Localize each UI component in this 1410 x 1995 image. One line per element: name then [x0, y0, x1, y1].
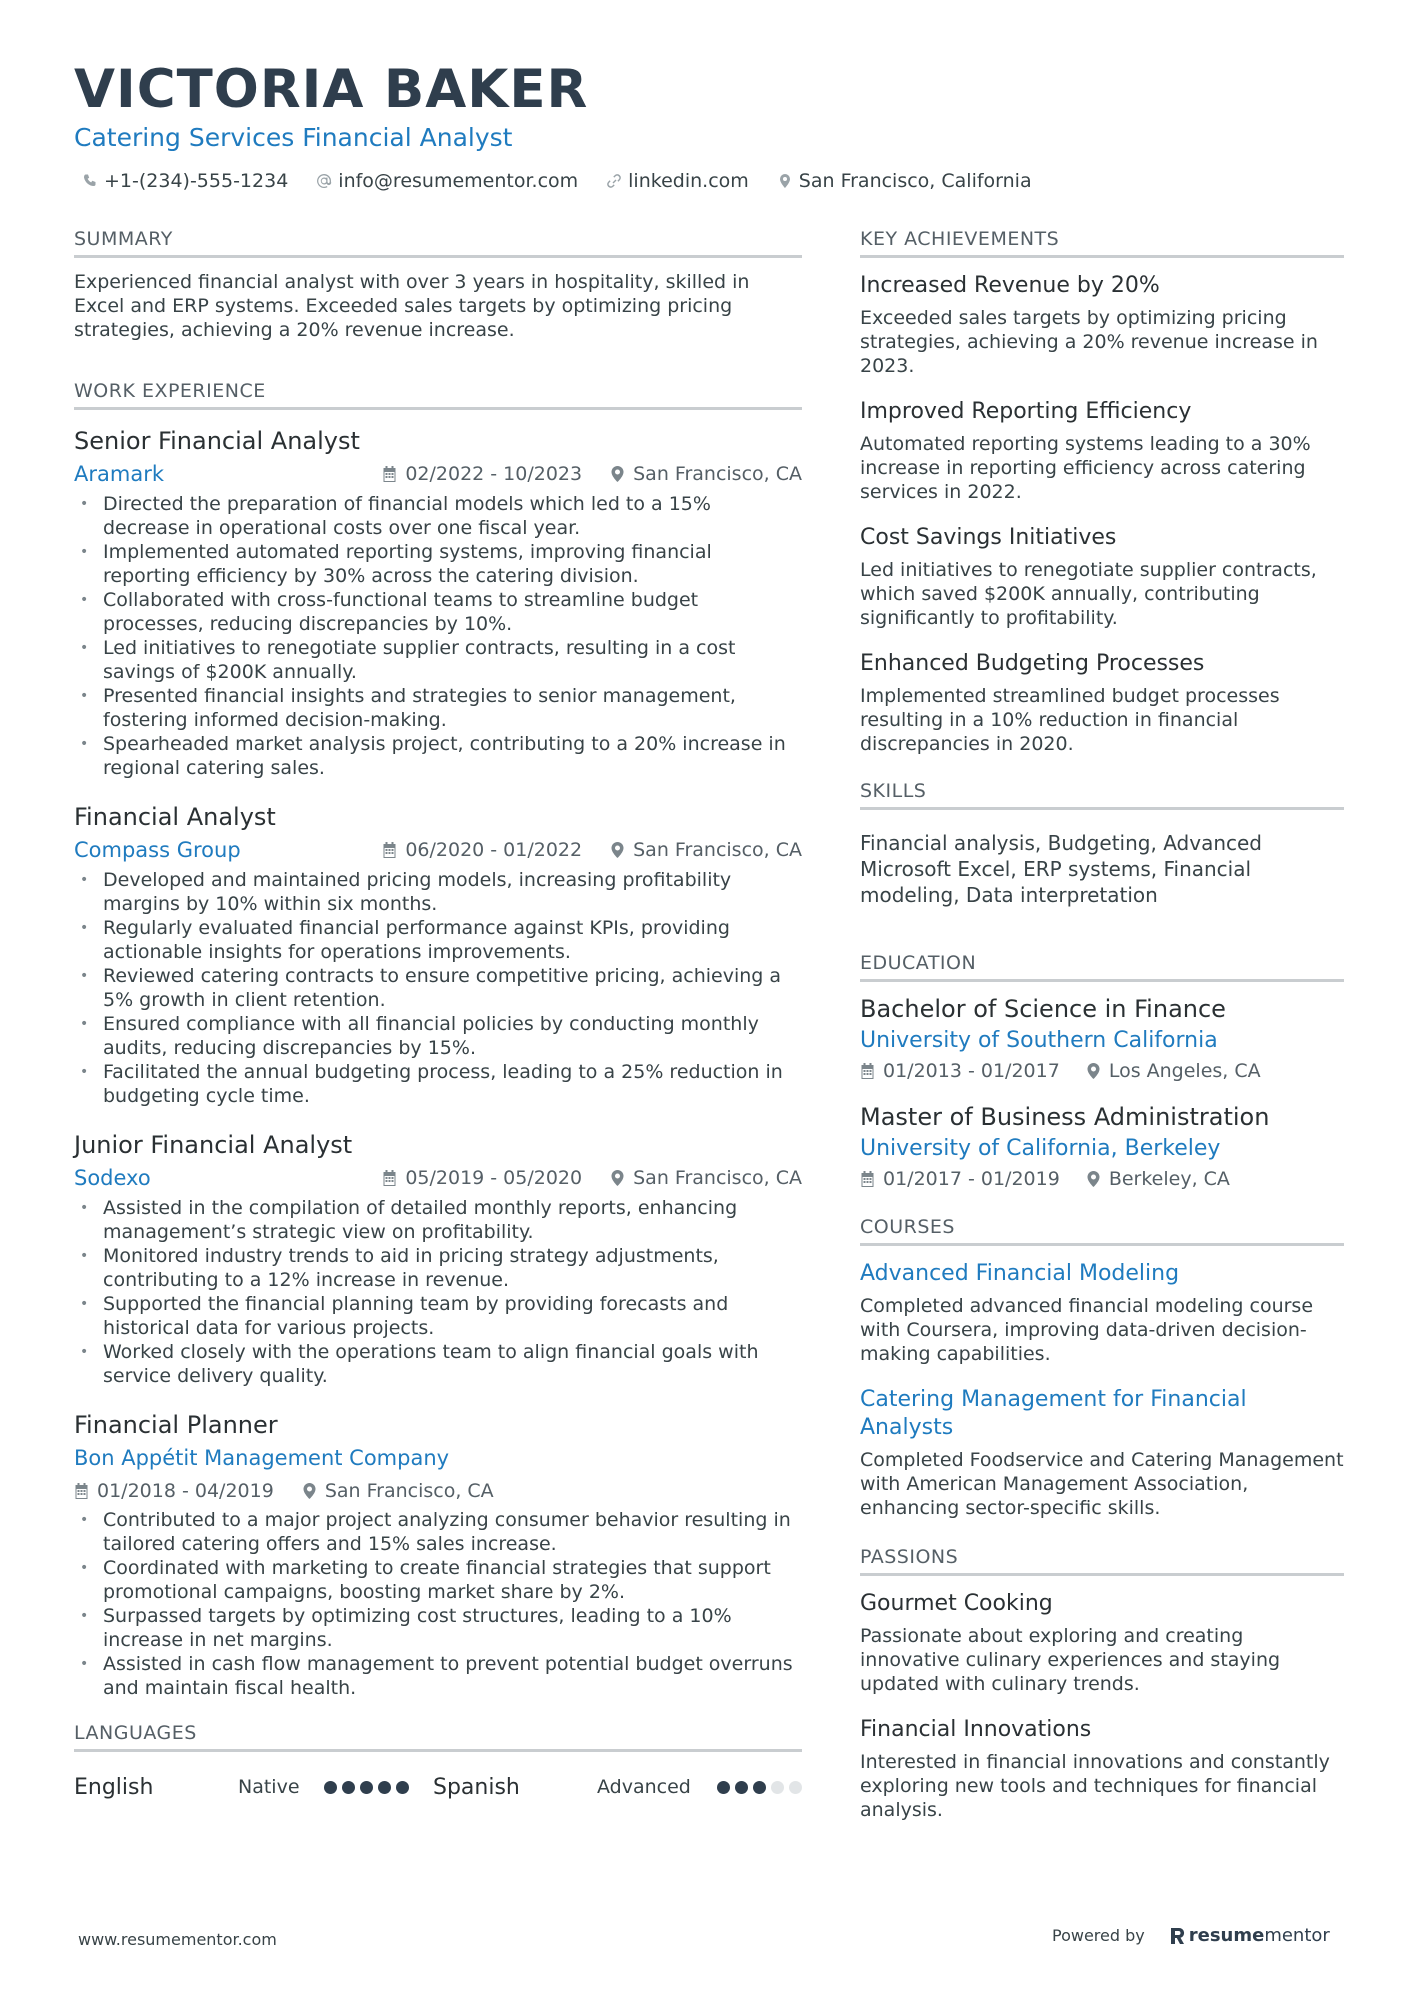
proficiency-dot-filled [378, 1781, 391, 1794]
job-bullet: • Directed the preparation of financial models which led to a 15% decrease in operational costs over one fiscal year. [74, 492, 802, 540]
education-section [860, 952, 1344, 1190]
summary-heading: SUMMARY [74, 228, 802, 258]
job-bullet: • Reviewed catering contracts to ensure competitive pricing, achieving a 5% growth in client retention. [74, 964, 802, 1012]
job-bullet: • Contributed to a major project analyzing consumer behavior resulting in tailored catering offers and 15% sales increase. [74, 1508, 802, 1556]
location-text: San Francisco, California [798, 170, 1032, 192]
skills-section [860, 780, 1344, 908]
achievements-section [860, 228, 1344, 756]
job-location-text: San Francisco, CA [633, 1167, 802, 1189]
right-column [860, 228, 1344, 1866]
map-pin-icon [610, 1170, 625, 1186]
calendar-icon [860, 1171, 875, 1187]
phone-icon [82, 173, 98, 189]
job-location [610, 463, 802, 485]
education-item [860, 1102, 1344, 1190]
education-location [1086, 1168, 1230, 1190]
job-dates [382, 463, 582, 485]
job-bullets [74, 1196, 802, 1388]
map-pin-icon [1086, 1171, 1101, 1187]
job-meta-right [74, 1478, 802, 1504]
calendar-icon [74, 1483, 89, 1499]
education-dates [860, 1060, 1060, 1082]
courses-heading: COURSES [860, 1216, 1344, 1246]
job-entry [74, 1410, 802, 1700]
language-dots [324, 1781, 409, 1794]
brand-rest: mentor [1264, 1925, 1330, 1946]
job-dates-text: 06/2020 - 01/2022 [405, 839, 583, 861]
calendar-icon [382, 1170, 397, 1186]
education-meta [860, 1168, 1344, 1190]
calendar-icon [860, 1063, 875, 1079]
contact-row [74, 170, 1334, 192]
education-location-text: Los Angeles, CA [1108, 1060, 1261, 1082]
passion-item [860, 1590, 1344, 1696]
contact-linkedin[interactable] [606, 170, 749, 192]
job-bullet: • Assisted in the compilation of detailed monthly reports, enhancing management’s strategic view on profitability. [74, 1196, 802, 1244]
job-company: Compass Group [74, 838, 241, 862]
brand-bold: resume [1188, 1925, 1265, 1946]
job-bullet: • Presented financial insights and strategies to senior management, fostering informed decision-making. [74, 684, 802, 732]
job-meta-right [382, 839, 802, 861]
language-name: Spanish [433, 1774, 520, 1800]
job-bullet: • Developed and maintained pricing models, increasing profitability margins by 10% within six months. [74, 868, 802, 916]
linkedin-text: linkedin.com [628, 170, 749, 192]
job-dates-text: 05/2019 - 05/2020 [405, 1167, 583, 1189]
languages-heading: LANGUAGES [74, 1722, 802, 1752]
proficiency-dot-filled [753, 1781, 766, 1794]
job-location [610, 839, 802, 861]
passions-heading: PASSIONS [860, 1546, 1344, 1576]
job-dates [382, 839, 582, 861]
experience-section [74, 380, 802, 1700]
achievement-title: Increased Revenue by 20% [860, 273, 1160, 298]
job-bullet: • Monitored industry trends to aid in pricing strategy adjustments, contributing to a 12% increase in revenue. [74, 1244, 802, 1292]
job-title: Financial Analyst [74, 803, 276, 831]
proficiency-dot-filled [324, 1781, 337, 1794]
link-icon [606, 173, 622, 189]
language-level: Advanced [597, 1776, 691, 1798]
achievement-item [860, 650, 1344, 756]
job-location-text: San Francisco, CA [633, 463, 802, 485]
passion-item [860, 1716, 1344, 1822]
achievement-item [860, 524, 1344, 630]
job-dates-text: 01/2018 - 04/2019 [97, 1480, 274, 1502]
achievement-text: Implemented streamlined budget processes resulting in a 10% reduction in financial discrepancies in 2020. [860, 685, 1280, 755]
job-title: Financial Planner [74, 1411, 278, 1439]
job-bullet: • Ensured compliance with all financial policies by conducting monthly audits, reducing discrepancies by 15%. [74, 1012, 802, 1060]
job-location-text: San Francisco, CA [324, 1480, 494, 1502]
achievement-item [860, 398, 1344, 504]
job-bullet: • Supported the financial planning team by providing forecasts and historical data for various projects. [74, 1292, 802, 1340]
resume-header [74, 60, 1334, 192]
job-bullet: • Implemented automated reporting systems, improving financial reporting efficiency by 30% across the catering division. [74, 540, 802, 588]
education-degree: Master of Business Administration [860, 1103, 1270, 1131]
calendar-icon [382, 466, 397, 482]
candidate-role: Catering Services Financial Analyst [74, 123, 513, 152]
job-dates [74, 1480, 274, 1502]
passion-title: Gourmet Cooking [860, 1591, 1053, 1616]
passion-text: Passionate about exploring and creating innovative culinary experiences and staying updated with culinary trends. [860, 1625, 1281, 1695]
job-company: Aramark [74, 462, 164, 486]
languages-section [74, 1722, 802, 1804]
job-bullet: • Surpassed targets by optimizing cost structures, leading to a 10% increase in net margins. [74, 1604, 802, 1652]
skills-text: Financial analysis, Budgeting, Advanced Microsoft Excel, ERP systems, Financial modeling, Data interpretation [860, 831, 1262, 907]
footer-brand-area [1052, 1925, 1330, 1946]
achievement-text: Led initiatives to renegotiate supplier contracts, which saved $200K annually, contributing significantly to profitability. [860, 559, 1317, 629]
course-title: Advanced Financial Modeling [860, 1261, 1180, 1286]
achievements-heading: KEY ACHIEVEMENTS [860, 228, 1344, 258]
job-bullet: • Spearheaded market analysis project, contributing to a 20% increase in regional catering sales. [74, 732, 802, 780]
job-location-text: San Francisco, CA [633, 839, 802, 861]
education-meta [860, 1060, 1344, 1082]
job-location [302, 1480, 494, 1502]
course-title: Catering Management for Financial Analysts [860, 1387, 1247, 1440]
job-meta-right [382, 1167, 802, 1189]
job-meta [74, 1164, 802, 1192]
job-dates [382, 1167, 582, 1189]
proficiency-dot-empty [771, 1781, 784, 1794]
candidate-name: VICTORIA BAKER [74, 59, 589, 120]
skills-heading: SKILLS [860, 780, 1344, 810]
job-bullet: • Led initiatives to renegotiate supplier contracts, resulting in a cost savings of $200K annually. [74, 636, 802, 684]
job-bullet: • Collaborated with cross-functional teams to streamline budget processes, reducing discrepancies by 10%. [74, 588, 802, 636]
passions-section [860, 1546, 1344, 1822]
calendar-icon [382, 842, 397, 858]
education-school: University of California, Berkeley [860, 1136, 1221, 1161]
course-text: Completed advanced financial modeling course with Coursera, improving data-driven decision-making capabilities. [860, 1295, 1314, 1365]
education-item [860, 994, 1344, 1082]
passion-title: Financial Innovations [860, 1717, 1092, 1742]
education-heading: EDUCATION [860, 952, 1344, 982]
job-meta [74, 836, 802, 864]
summary-section [74, 228, 802, 342]
job-company: Sodexo [74, 1166, 151, 1190]
job-bullet: • Facilitated the annual budgeting process, leading to a 25% reduction in budgeting cycle time. [74, 1060, 802, 1108]
resumementor-logo-icon [1169, 1927, 1185, 1945]
at-icon [316, 173, 332, 189]
proficiency-dot-empty [789, 1781, 802, 1794]
job-location [610, 1167, 802, 1189]
proficiency-dot-filled [717, 1781, 730, 1794]
job-bullet: • Assisted in cash flow management to prevent potential budget overruns and maintain fiscal health. [74, 1652, 802, 1700]
language-item [433, 1775, 802, 1800]
achievement-text: Exceeded sales targets by optimizing pricing strategies, achieving a 20% revenue increase in 2023. [860, 307, 1318, 377]
achievement-text: Automated reporting systems leading to a 30% increase in reporting efficiency across catering services in 2022. [860, 433, 1311, 503]
job-bullet: • Coordinated with marketing to create financial strategies that support promotional campaigns, boosting market share by 2%. [74, 1556, 802, 1604]
contact-location [777, 170, 1032, 192]
job-dates-text: 02/2022 - 10/2023 [405, 463, 583, 485]
achievement-item [860, 272, 1344, 378]
contact-email[interactable] [316, 170, 578, 192]
proficiency-dot-filled [360, 1781, 373, 1794]
education-location [1086, 1060, 1261, 1082]
course-item [860, 1260, 1344, 1366]
education-dates [860, 1168, 1060, 1190]
courses-section [860, 1216, 1344, 1520]
map-pin-icon [777, 173, 793, 189]
job-entry [74, 426, 802, 780]
job-bullets [74, 868, 802, 1108]
job-title: Junior Financial Analyst [74, 1131, 353, 1159]
brand-logo[interactable] [1169, 1925, 1330, 1946]
job-bullet: • Worked closely with the operations team to align financial goals with service delivery quality. [74, 1340, 802, 1388]
job-entry [74, 802, 802, 1108]
phone-text: +1-(234)-555-1234 [104, 170, 289, 192]
map-pin-icon [1086, 1063, 1101, 1079]
proficiency-dot-filled [735, 1781, 748, 1794]
job-entry [74, 1130, 802, 1388]
course-text: Completed Foodservice and Catering Management with American Management Association, enhancing sector-specific skills. [860, 1449, 1344, 1519]
achievement-title: Enhanced Budgeting Processes [860, 651, 1205, 676]
job-title: Senior Financial Analyst [74, 427, 360, 455]
job-bullets [74, 492, 802, 780]
map-pin-icon [610, 466, 625, 482]
course-item [860, 1386, 1344, 1520]
languages-row [74, 1764, 802, 1804]
education-dates-text: 01/2017 - 01/2019 [883, 1168, 1060, 1190]
map-pin-icon [302, 1483, 317, 1499]
passion-text: Interested in financial innovations and constantly exploring new tools and techniques for financial analysis. [860, 1751, 1330, 1821]
job-company: Bon Appétit Management Company [74, 1446, 450, 1470]
education-dates-text: 01/2013 - 01/2017 [883, 1060, 1060, 1082]
education-location-text: Berkeley, CA [1108, 1168, 1230, 1190]
proficiency-dot-filled [342, 1781, 355, 1794]
email-text: info@resumementor.com [338, 170, 579, 192]
map-pin-icon [610, 842, 625, 858]
job-bullet: • Regularly evaluated financial performance against KPIs, providing actionable insights for operations improvements. [74, 916, 802, 964]
education-degree: Bachelor of Science in Finance [860, 995, 1226, 1023]
proficiency-dot-filled [396, 1781, 409, 1794]
experience-heading: WORK EXPERIENCE [74, 380, 802, 410]
contact-phone[interactable] [82, 170, 288, 192]
language-name: English [74, 1774, 154, 1800]
summary-text: Experienced financial analyst with over 3 years in hospitality, skilled in Excel and ERP systems. Exceeded sales targets by optimizing pricing strategies, achieving a 20% revenue increase. [74, 271, 750, 341]
job-bullets [74, 1508, 802, 1700]
job-meta [74, 460, 802, 488]
job-meta-right [382, 463, 802, 485]
language-level: Native [238, 1776, 300, 1798]
footer-website[interactable]: www.resumementor.com [78, 1930, 277, 1949]
education-school: University of Southern California [860, 1028, 1218, 1053]
left-column [74, 228, 802, 1848]
language-dots [717, 1781, 802, 1794]
achievement-title: Cost Savings Initiatives [860, 525, 1117, 550]
powered-by-label: Powered by [1052, 1926, 1145, 1945]
achievement-title: Improved Reporting Efficiency [860, 399, 1192, 424]
language-item [74, 1775, 433, 1800]
